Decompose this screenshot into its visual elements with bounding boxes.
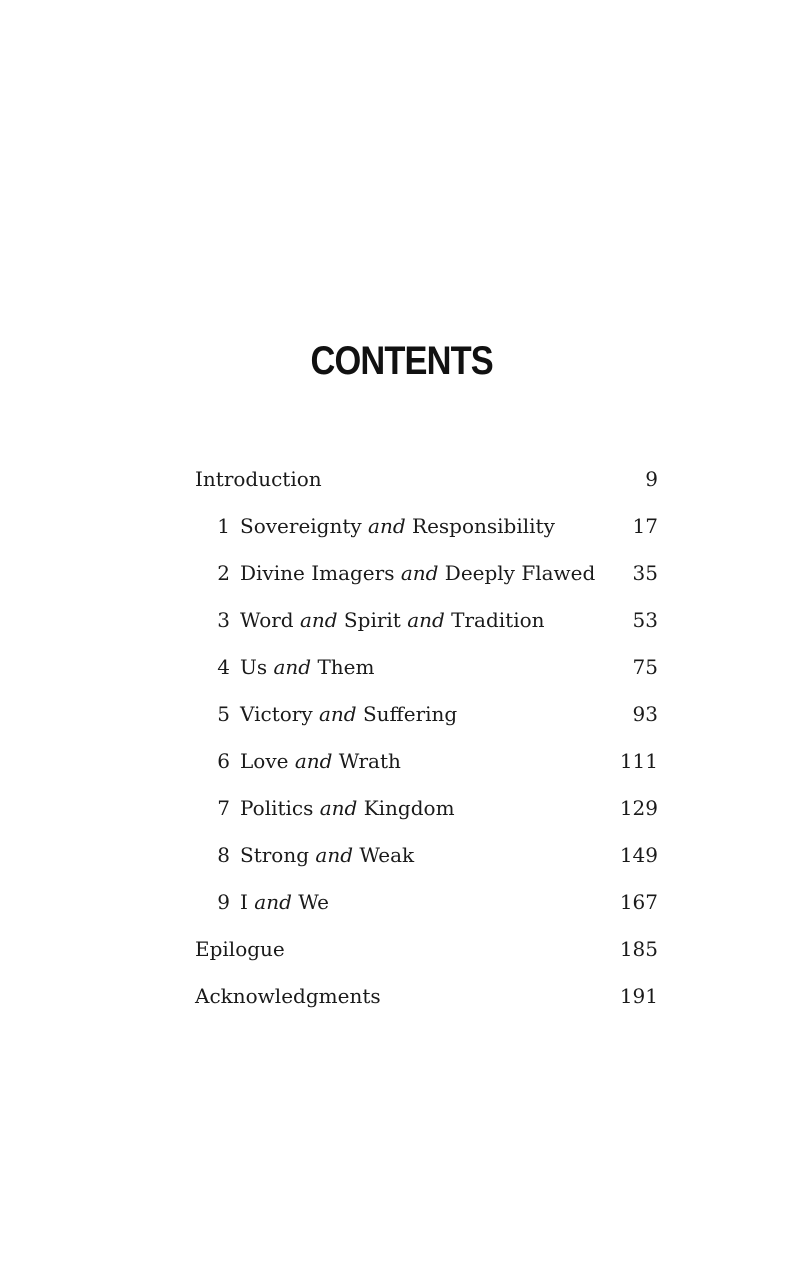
title-segment: Divine Imagers (240, 560, 401, 585)
chapter-number: 5 (217, 701, 230, 726)
chapter-number: 6 (217, 748, 230, 773)
title-conjunction: and (299, 607, 338, 632)
chapter-number: 4 (217, 654, 230, 679)
table-of-contents (195, 455, 658, 1019)
title-conjunction: and (254, 889, 292, 914)
page-number: 17 (632, 513, 658, 538)
toc-entry (195, 455, 658, 502)
title-segment: Deeply Flawed (438, 560, 596, 585)
title-segment: I (240, 889, 255, 914)
title-segment: Responsibility (405, 513, 555, 538)
toc-entry-left (195, 608, 545, 632)
title-segment: Sovereignty (240, 513, 369, 538)
chapter-number: 9 (217, 889, 230, 914)
toc-entry-left (195, 702, 457, 726)
title-conjunction: and (368, 513, 406, 538)
toc-entry-left (195, 749, 401, 773)
page-number: 167 (619, 889, 658, 914)
page-number: 9 (645, 466, 658, 491)
toc-entry (195, 737, 658, 784)
title-segment: Epilogue (195, 936, 285, 961)
toc-entry (195, 878, 658, 925)
toc-entry (195, 831, 658, 878)
title-conjunction: and (294, 748, 333, 773)
entry-title (240, 749, 401, 773)
toc-entry-left (195, 655, 374, 679)
toc-entry-left (195, 984, 381, 1008)
title-segment: Word (240, 607, 300, 632)
entry-title (195, 937, 285, 961)
title-conjunction: and (400, 560, 439, 585)
toc-entry (195, 643, 658, 690)
title-segment: Suffering (356, 701, 458, 726)
title-segment: Us (240, 654, 274, 679)
title-conjunction: and (319, 795, 358, 820)
toc-entry (195, 502, 658, 549)
title-segment: Them (311, 654, 375, 679)
title-segment: Strong (240, 842, 316, 867)
title-conjunction: and (315, 842, 353, 867)
toc-entry-left (195, 843, 414, 867)
toc-entry (195, 549, 658, 596)
entry-title (195, 467, 322, 491)
page-number: 75 (632, 654, 658, 679)
title-segment: Weak (353, 842, 415, 867)
entry-title (240, 702, 457, 726)
title-segment: Wrath (332, 748, 401, 773)
toc-entry-left (195, 467, 322, 491)
page-number: 185 (619, 936, 658, 961)
page-number: 111 (619, 748, 658, 773)
entry-title (195, 984, 381, 1008)
page-number: 129 (619, 795, 658, 820)
toc-entry (195, 596, 658, 643)
toc-entry-left (195, 937, 285, 961)
chapter-number: 2 (217, 560, 230, 585)
toc-entry-left (195, 561, 595, 585)
title-conjunction: and (273, 654, 312, 679)
title-segment: We (291, 889, 329, 914)
toc-entry (195, 925, 658, 972)
page-number: 53 (632, 607, 658, 632)
title-segment: Love (240, 748, 295, 773)
title-segment: Spirit (337, 607, 408, 632)
chapter-number: 1 (217, 513, 230, 538)
entry-title (240, 514, 555, 538)
page-number: 35 (632, 560, 658, 585)
chapter-number: 7 (217, 795, 230, 820)
title-segment: Politics (240, 795, 320, 820)
entry-title (240, 608, 545, 632)
entry-title (240, 890, 329, 914)
entry-title (240, 561, 595, 585)
title-conjunction: and (407, 607, 445, 632)
page-title: CONTENTS (310, 338, 493, 383)
chapter-number: 3 (217, 607, 230, 632)
toc-entry (195, 690, 658, 737)
toc-entry (195, 972, 658, 1019)
title-conjunction: and (318, 701, 357, 726)
toc-entry (195, 784, 658, 831)
title-segment: Kingdom (357, 795, 455, 820)
chapter-number: 8 (217, 842, 230, 867)
title-segment: Introduction (195, 466, 322, 491)
toc-entry-left (195, 796, 455, 820)
toc-entry-left (195, 890, 329, 914)
page-number: 93 (632, 701, 658, 726)
page-number: 149 (619, 842, 658, 867)
page-number: 191 (619, 983, 658, 1008)
title-segment: Victory (240, 701, 319, 726)
entry-title (240, 655, 374, 679)
title-segment: Tradition (444, 607, 545, 632)
entry-title (240, 796, 455, 820)
title-segment: Acknowledgments (195, 983, 381, 1008)
entry-title (240, 843, 414, 867)
toc-entry-left (195, 514, 555, 538)
